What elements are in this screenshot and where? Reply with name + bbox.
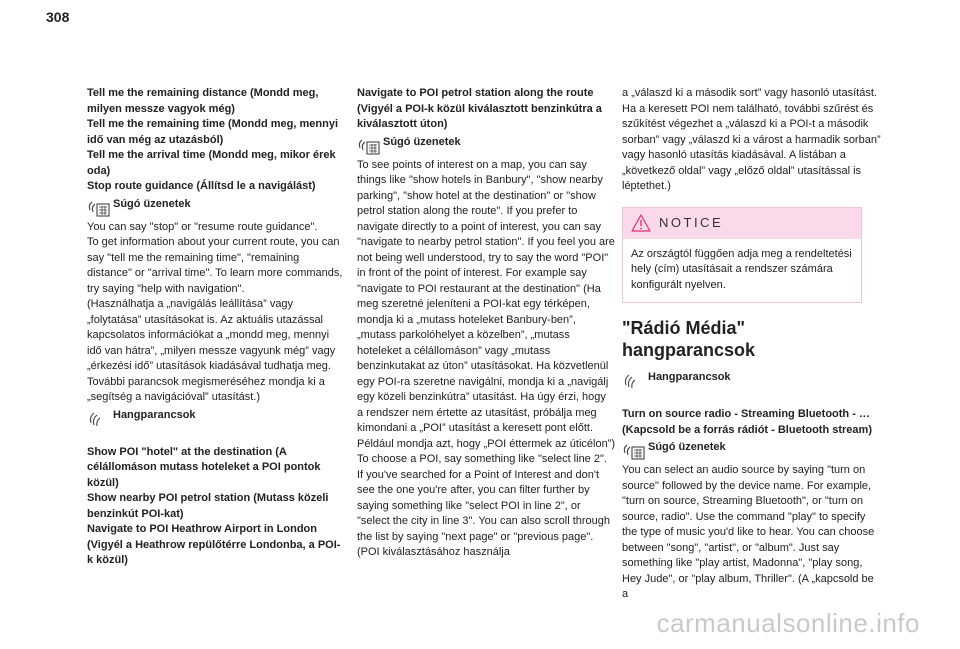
help-message-icon — [622, 439, 646, 461]
command-bold: Tell me the remaining distance (Mondd meg, milyen messze vagyok még) — [87, 87, 319, 115]
voice-commands-heading — [87, 407, 345, 429]
help-messages-heading — [87, 196, 345, 218]
notice-header — [623, 208, 861, 239]
column-2 — [357, 86, 615, 561]
command-bold: Show nearby POI petrol station (Mutass közeli benzinkút POI-kat) — [87, 492, 329, 520]
command-bold: Navigate to POI Heathrow Airport in London (Vigyél a Heathrow repülőtérre Londonba, a POI-k közül) — [87, 523, 341, 566]
voice-command-icon — [622, 369, 646, 391]
notice-title: NOTICE — [659, 215, 724, 231]
help-text: To get information about your current route, you can say "tell me the remaining time", "remaining distance" or "arrival time". To learn more commands, try saying "help with navigation". — [87, 236, 343, 295]
command-bold: Tell me the remaining time (Mondd meg, mennyi idő van még az utazásból) — [87, 118, 338, 146]
help-text: You can say "stop" or "resume route guidance". — [87, 220, 318, 233]
help-text: To choose a POI, say something like "select line 2". If you've searched for a Point of Interest and don't see the one you're after, you can filter further by saying something like "select POI in line 2", or "select the city in line 3". You can also scroll through the list by saying "next page" or "previous page". (POI kiválasztásához használja — [357, 453, 611, 558]
column-1 — [87, 86, 345, 569]
page-number: 308 — [46, 9, 70, 25]
command-bold: Stop route guidance (Állítsd le a navigálást) — [87, 180, 316, 192]
command-bold: Navigate to POI petrol station along the route (Vigyél a POI-k közül kiválasztott benzinkútra a kiválasztott úton) — [357, 87, 602, 130]
watermark: carmanualsonline.info — [656, 608, 920, 638]
help-text: You can select an audio source by saying "turn on source" followed by the device name. For example, "turn on source, Streaming Bluetooth", or "turn on source, radio". Use the command "play" to specify the type of music you'd like to hear. You can choose between "song", "artist", or "album". Just say something like "play artist, Madonna", "play song, Hey Jude", or "play album, Thriller". (A „kapcsold be a — [622, 464, 875, 600]
command-bold: Turn on source radio - Streaming Bluetooth - … (Kapcsold be a forrás rádiót - Bluetooth stream) — [622, 408, 872, 436]
help-messages-heading — [357, 134, 615, 156]
help-messages-heading — [622, 439, 882, 461]
voice-commands-label: Hangparancsok — [113, 408, 196, 421]
command-bold: Show POI "hotel" at the destination (A célállomáson mutass hoteleket a POI pontok közül) — [87, 445, 321, 489]
notice-box — [622, 207, 862, 304]
help-text: (Használhatja a „navigálás leállítása” vagy „folytatása” utasításokat is. Az aktuális utazással kapcsolatos információkat a „mondd meg, mennyi idő van hátra”, „milyen messze vagyunk még” vagy „érkezési idő” utasítások kiadásával tudhatja meg. További parancsok megismeréséhez mondja ki a „segítség a navigációval” utasítást.) — [87, 298, 336, 403]
voice-command-icon — [87, 407, 111, 429]
voice-commands-label: Hangparancsok — [648, 371, 731, 383]
help-message-icon — [357, 134, 381, 156]
command-bold: Tell me the arrival time (Mondd meg, mikor érek oda) — [87, 149, 336, 177]
body-text: a „válaszd ki a második sort” vagy hasonló utasítást. Ha a keresett POI nem található, további szűrést és szűkítést végezhet a „válaszd ki a POI-t a második sorban” vagy „válaszd ki a várost a harmadik sorban” vagy hasonló utasítás kiadásával. A listában a „következő oldal” vagy „előző oldal” utasítással is léptethet.) — [622, 87, 881, 192]
warning-triangle-icon — [631, 214, 651, 232]
column-3 — [622, 86, 882, 603]
help-text: To see points of interest on a map, you can say things like "show hotels in Banbury", "show nearby parking", "show hotel at the destination" or "show petrol station along the route". If you prefer to navigate directly to a point of interest, you can say "navigate to nearby petrol station". If you feel you are not being well understood, try to say the word "POI" in front of the point of interest. For example say "navigate to POI restaurant at the destination" (Ha meg szeretné jeleníteni a POI-kat egy térképen, mondja ki a „mutass hoteleket Banbury-ben”, „mutass parkolóhelyet a közelben”, „mutass hoteleket a célállomáson” vagy „mutass benzinkutakat az úton” utasításokat. Ha közvetlenül egy POI-ra szeretne navigálni, mondja ki a „navigálj egy közeli benzinkútra” utasítást. Ha úgy érzi, hogy a rendszer nem értette az utasítást, próbálja meg kimondani a „POI” utasítást a keresett pont előtt. Például mondja azt, hogy „POI éttermek az úticélon”) — [357, 158, 616, 450]
help-messages-label: Súgó üzenetek — [113, 197, 191, 210]
notice-text: Az országtól függően adja meg a rendeltetési hely (cím) utasításait a rendszer számára konfigurált nyelven. — [623, 239, 861, 303]
help-messages-label: Súgó üzenetek — [383, 135, 461, 148]
voice-commands-heading — [622, 369, 882, 391]
help-message-icon — [87, 196, 111, 218]
help-messages-label: Súgó üzenetek — [648, 441, 726, 453]
section-title: "Rádió Média" hangparancsok — [622, 318, 756, 360]
